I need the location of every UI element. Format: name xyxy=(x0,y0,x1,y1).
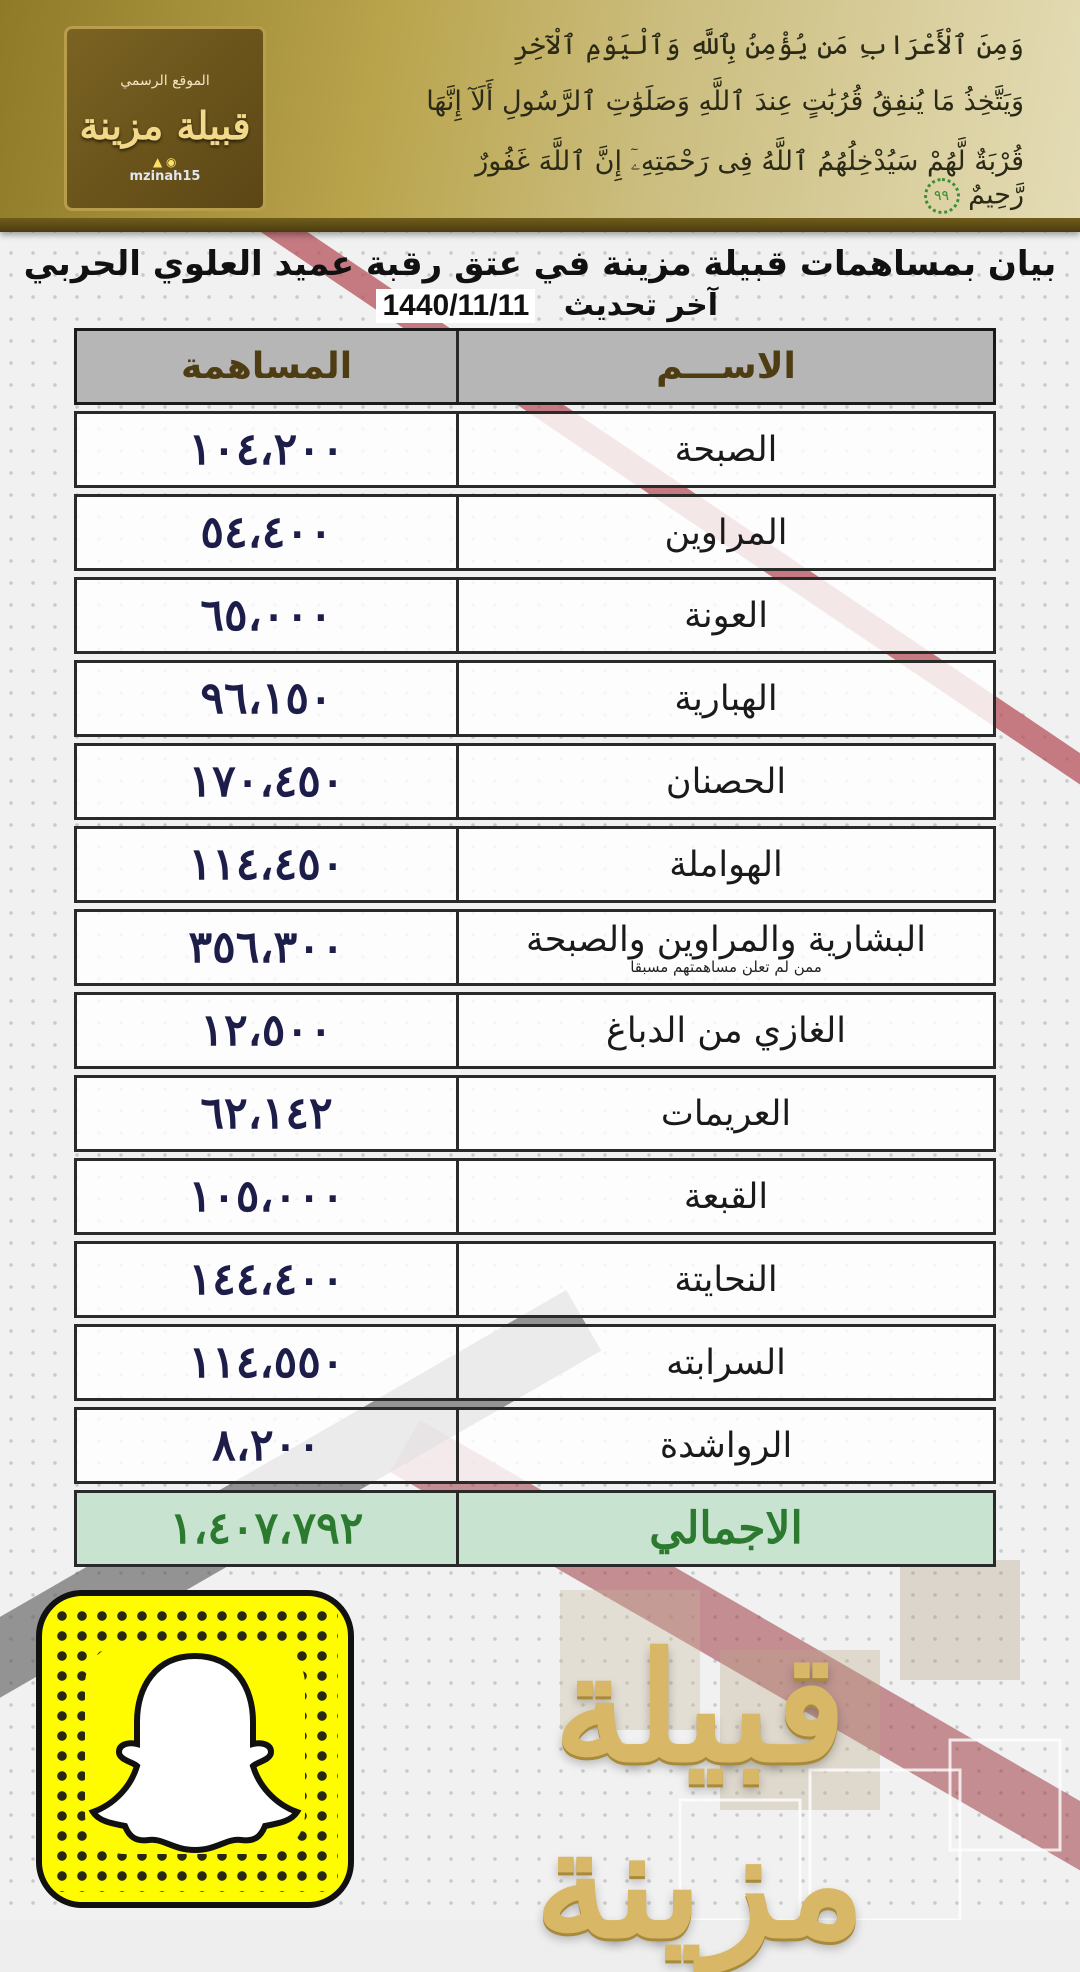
header-banner xyxy=(0,0,1080,232)
contribution-value: ٥٤،٤٠٠ xyxy=(77,497,459,568)
clan-name-cell xyxy=(459,414,993,485)
table-row xyxy=(74,577,996,654)
quran-verse-line-3-text: قُرْبَةٌ لَّهُمْ سَيُدْخِلُهُمُ ٱللَّهُ فِى رَحْمَتِهِۦٓ إِنَّ ٱللَّهَ غَفُورٌ رَّحِيمٌ xyxy=(475,146,1024,211)
clan-name-cell xyxy=(459,746,993,817)
clan-name: القبعة xyxy=(683,1176,769,1217)
header-contribution: المساهمة xyxy=(77,331,459,402)
clan-name: السرابته xyxy=(666,1342,786,1383)
clan-name-cell xyxy=(459,1327,993,1398)
logo-name: قبيلة مزينة xyxy=(79,103,251,148)
table-row xyxy=(74,1407,996,1484)
header-divider xyxy=(0,218,1080,232)
contributions-table xyxy=(74,328,996,1573)
contribution-value: ٣٥٦،٣٠٠ xyxy=(77,912,459,983)
contribution-value: ٩٦،١٥٠ xyxy=(77,663,459,734)
table-row xyxy=(74,494,996,571)
table-row xyxy=(74,660,996,737)
total-value: ١،٤٠٧،٧٩٢ xyxy=(77,1493,459,1564)
clan-name: الهواملة xyxy=(669,844,783,885)
quran-verse-line-2: وَيَتَّخِذُ مَا يُنفِقُ قُرُبَٰتٍ عِندَ ٱللَّهِ وَصَلَوَٰتِ ٱلرَّسُولِ أَلَآ إِنَّهَا xyxy=(426,86,1024,117)
clan-name: الغازي من الدباغ xyxy=(606,1010,846,1051)
clan-name: الصبحة xyxy=(674,429,778,470)
contribution-value: ١٧٠،٤٥٠ xyxy=(77,746,459,817)
table-row xyxy=(74,1075,996,1152)
verse-number-icon: ٩٩ xyxy=(924,178,960,214)
clan-name: العريمات xyxy=(660,1093,792,1134)
contribution-value: ١٠٥،٠٠٠ xyxy=(77,1161,459,1232)
contribution-value: ١١٤،٥٥٠ xyxy=(77,1327,459,1398)
header-name: الاســـم xyxy=(656,346,796,387)
contribution-value: ١١٤،٤٥٠ xyxy=(77,829,459,900)
last-update xyxy=(318,288,718,326)
clan-name-cell xyxy=(459,497,993,568)
social-icons: ▲ ◉ xyxy=(153,155,177,169)
clan-name-cell xyxy=(459,1244,993,1315)
clan-name-cell xyxy=(459,1161,993,1232)
clan-name: الهبارية xyxy=(674,678,778,719)
snapcode-center xyxy=(85,1644,305,1854)
contribution-value: ٦٢،١٤٢ xyxy=(77,1078,459,1149)
table-row xyxy=(74,992,996,1069)
site-logo xyxy=(64,26,266,211)
clan-note: ممن لم تعلن مساهمتهم مسبقا xyxy=(630,957,822,976)
clan-name-cell xyxy=(459,580,993,651)
last-update-date: 1440/11/11 xyxy=(376,289,535,323)
clan-name-cell xyxy=(459,995,993,1066)
contribution-value: ١٢،٥٠٠ xyxy=(77,995,459,1066)
table-row xyxy=(74,1158,996,1235)
table-row xyxy=(74,1241,996,1318)
contribution-value: ٨،٢٠٠ xyxy=(77,1410,459,1481)
tribe-brand-logo: قبيلة مزينة xyxy=(534,1620,866,1972)
clan-name-cell xyxy=(459,1410,993,1481)
snapchat-ghost-icon xyxy=(85,1644,305,1854)
quran-verse-line-3 xyxy=(424,146,1024,214)
total-label xyxy=(459,1493,993,1564)
quran-verse-line-1: وَمِنَ ٱلْأَعْرَابِ مَن يُؤْمِنُ بِٱللَّهِ وَٱلْيَوْمِ ٱلْآخِرِ xyxy=(513,30,1024,61)
clan-name-cell xyxy=(459,1078,993,1149)
clan-name: المراوين xyxy=(664,512,788,553)
total-label-text: الاجمالي xyxy=(649,1503,803,1554)
page-title: بيان بمساهمات قبيلة مزينة في عتق رقبة عميد العلوي الحربي xyxy=(23,244,1057,284)
table-header-row xyxy=(74,328,996,405)
clan-name-cell xyxy=(459,912,993,983)
table-row xyxy=(74,411,996,488)
logo-handle: mzinah15 xyxy=(129,169,201,184)
table-row xyxy=(74,743,996,820)
clan-name: النحايتة xyxy=(674,1259,778,1300)
table-row xyxy=(74,826,996,903)
contribution-value: ٦٥،٠٠٠ xyxy=(77,580,459,651)
logo-site-label: الموقع الرسمي xyxy=(120,73,210,89)
clan-name: العونة xyxy=(684,595,768,636)
clan-name-cell xyxy=(459,663,993,734)
snapcode[interactable] xyxy=(36,1590,354,1908)
clan-name: البشارية والمراوين والصبحة xyxy=(526,919,926,960)
clan-name: الرواشدة xyxy=(659,1425,793,1466)
contribution-value: ١٤٤،٤٠٠ xyxy=(77,1244,459,1315)
clan-name-cell xyxy=(459,829,993,900)
table-row xyxy=(74,909,996,986)
clan-name: الحصنان xyxy=(665,761,787,802)
table-total-row xyxy=(74,1490,996,1567)
contribution-value: ١٠٤،٢٠٠ xyxy=(77,414,459,485)
table-row xyxy=(74,1324,996,1401)
last-update-label: آخر تحديث xyxy=(563,288,718,323)
